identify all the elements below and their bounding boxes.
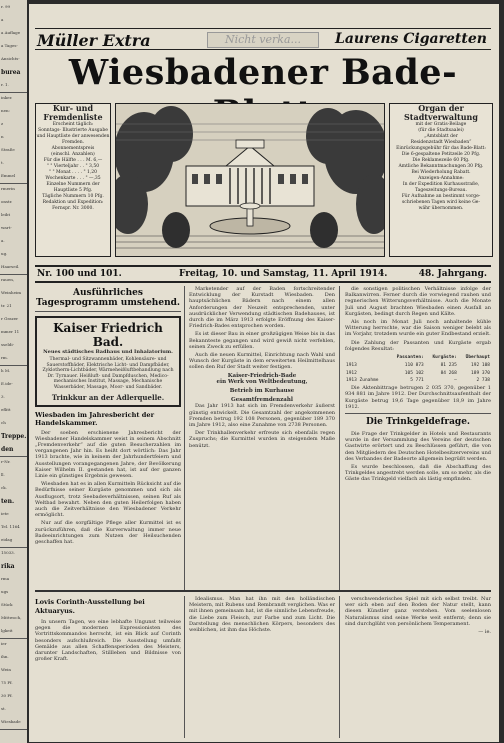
issue-date: Freitag, 10. und Samstag, 11. April 1914. — [179, 269, 388, 279]
strip-fragment: ug. — [1, 251, 8, 256]
column-rule — [184, 596, 185, 738]
ad-stamp: Nicht verka... — [207, 32, 319, 48]
organ-line: mit der Gratis-Beilage — [415, 122, 467, 127]
kurhaus-illustration — [115, 103, 385, 257]
organ-title: Organ der Stadtverwaltung — [404, 103, 478, 122]
strip-rule — [0, 92, 27, 93]
divider — [345, 413, 491, 414]
trinkgeld-article — [345, 431, 491, 483]
kaiser-friedrich-bad-ad — [35, 316, 181, 407]
strip-fragment: 30 Pf. — [1, 693, 13, 698]
strip-rule — [0, 274, 27, 275]
newspaper-page — [29, 4, 499, 742]
strip-fragment: Weinheim — [1, 290, 22, 295]
organ-line: Die Reklamezeile 60 Pfg. — [412, 158, 470, 163]
strip-fragment: eflitt — [1, 407, 11, 412]
stats-header-row — [345, 354, 491, 362]
strip-fragment: h M. — [1, 368, 11, 373]
kur-fremdenliste-line: und Hauptliste der anwesenden — [36, 134, 110, 139]
stats-cell: 105 102 — [404, 370, 424, 376]
kur-fremdenliste-line: Wochenkarte . . . " —,35 — [45, 176, 101, 181]
strip-rule — [0, 365, 27, 366]
corinth-mid-text: Idealismus. Man hat ihn mit den holländischen Meistern, mit Rubens und Rembrandt verglichen. Was er mit ihnen gemeinsam hat, ist die sinnliche Lebensfreude, die Liebe zum Fleisch, zur Farbe und zum Licht. Die Darstellung des menschlichen Körpers, besonders des weiblichen, ist ihm das Höchste. — [189, 596, 335, 634]
kur-fremdenliste-line: Sonntags- Illustrierte Ausgabe — [38, 128, 108, 133]
strip-fragment: rmerin — [1, 186, 15, 191]
column-3 — [345, 286, 491, 590]
issue-number: Nr. 100 und 101. — [37, 269, 122, 279]
strip-fragment: onstr. — [1, 199, 13, 204]
stats-intro: Die Zahlung der Passanten und Kurgäste ergab folgendes Resultat: — [345, 339, 491, 352]
handelskammer-headline: Wiesbaden im Jahresbericht der Handelskammer. — [35, 410, 155, 427]
organ-line: „Amtsblatt der — [424, 134, 458, 139]
stats-cell: 1913 Zunahme — [346, 378, 379, 384]
handelskammer-article — [35, 430, 181, 546]
strip-fragment: Straße — [1, 147, 15, 152]
bottom-rule — [35, 590, 491, 592]
kur-fremdenliste-line: (einschl. Anzahlen) — [51, 152, 95, 157]
strip-fragment: 15033. — [1, 550, 15, 555]
strip-fragment: ck. — [1, 485, 7, 490]
ad-laurens-cigaretten: Laurens Cigaretten — [335, 31, 487, 47]
strip-fragment: sseldi- — [1, 342, 14, 347]
strip-fragment: ll. — [1, 472, 5, 477]
subhead-weltbedeutung: ein Werk von Weltbedeutung, — [216, 378, 308, 385]
organ-line: währ übernommen. — [418, 206, 464, 211]
strip-fragment: a Tages- — [1, 43, 18, 48]
strip-fragment: Wiesbade — [1, 719, 21, 724]
stats-header-cell: Kurgäste: — [432, 355, 457, 361]
strip-fragment: mmer 11 — [1, 329, 20, 334]
strip-rule — [0, 547, 27, 548]
article-paragraph: Marketender auf der Baden fortschreitender Entwicklung der Kurstadt Wiesbaden. Den hauptsächlichen Bädern nach einem allen Anforderungen der Neuzeit entsprechenden, unter ausdrücklicher Verwendung städtischen Badehauses, ist durch die im März 1913 erfolgte Eröffnung des Kaiser-Friedrich-Bades entsprochen worden. — [189, 286, 335, 330]
kur-fremdenliste-line: Abonnementspreis — [51, 146, 95, 151]
strip-fragment: z — [1, 121, 4, 126]
strip-rule — [0, 638, 27, 639]
corinth-column-2 — [189, 596, 335, 738]
signature: — ie. — [478, 629, 491, 636]
subhead-gesamt: Gesamtfremdenzahl — [231, 397, 293, 404]
organ-line: Die 6-gespaltene Petitzeile 20 Pfg. — [401, 152, 481, 157]
stats-header-cell — [345, 354, 388, 362]
strip-rule — [0, 183, 27, 184]
kur-fremdenliste-line: Einzelne Nummern der Hauptliste 5 Pfg. — [46, 182, 100, 193]
article-paragraph: Es ist dieser Bau in einer großzügigen Weise bis in das Bekannteste gegangen und wird gewiß nicht verfehlen, seinen Zweck zu erfüllen. — [189, 331, 335, 350]
strip-fragment: st. — [1, 706, 6, 711]
ad-mueller-extra: Müller Extra — [37, 31, 151, 50]
strip-fragment: rm. — [1, 355, 8, 360]
trinkgeld-headline: Die Trinkgeldefrage. — [365, 417, 471, 428]
strip-fragment: 3. — [1, 394, 5, 399]
article-paragraph: die sonstigen politischen Verhältnisse infolge der Balkanwirren. Ferner durch die vorwiegend rauhen und regnerischen Witterungsverhältnisse. Auch die Monate Juli und August brachten Wiesbaden einen Ausfall an Kurgästen, bedingt durch Regen und Kälte. — [345, 286, 491, 317]
kfb-body: Thermal- und Sitzwannenbäder, Kohlensäure- und Sauerstoffbäder, Elektrische Licht- und Dampfbäder, Zyklotherm-Lichtbäder, Wärmeheißluftbehandlung nach Dr. Tyrnauer. Heißluft- und Dampfduschen, Medico-mechanisches Institut, Massage, Mechanische Wasserbäder, Massage, Moor- und Sandbäder. — [42, 357, 174, 390]
strip-fragment: ten. — [1, 498, 15, 505]
column-2-text — [189, 286, 335, 371]
stats-cell: 1912 — [346, 370, 357, 376]
stats-header-cell: Passanten: — [396, 355, 424, 361]
corinth-headline: Lovis Corinth-Ausstellung bei Aktuaryus. — [35, 598, 145, 615]
strip-fragment: eidag — [1, 537, 13, 542]
organ-line: Residenzstadt Wiesbaden“ — [410, 140, 472, 145]
column-3-text — [345, 286, 491, 338]
strip-fragment: a. — [1, 238, 5, 243]
column-2-text-2 — [189, 403, 335, 448]
article-paragraph: Das Jahr 1913 hat sich im Fremdenverkehr äußerst günstig entwickelt. Die Gesamtzahl der angekommenen Fremden betrug 192 108 Personen, gegenüber 189 370 im Jahre 1912, also eine Zunahme von 2738 Personen. — [189, 403, 335, 429]
strip-fragment: ihn. — [1, 654, 9, 659]
kur-fremdenliste-box — [35, 103, 111, 257]
strip-fragment: a Auflage — [1, 30, 21, 35]
volume-year: 48. Jahrgang. — [418, 269, 487, 279]
organ-line: Einrückungsgebühr für das Bade-Blatt: — [396, 146, 486, 151]
kur-fremdenliste-lines — [36, 122, 110, 212]
passenger-stats-table — [345, 354, 491, 385]
strip-fragment: inker. — [1, 95, 13, 100]
dateline-bar — [35, 265, 491, 283]
kur-fremdenliste-line: Erscheint täglich: — [52, 122, 94, 127]
article-paragraph: Auch die neuen Kurmittel, Einrichtung nach Wahl und Wunsch der Kurgäste in dem erweiterten Heilmittelhaus sollen den Ruf der Stadt weiter festigen. — [189, 352, 335, 371]
kfb-footer: Trinkkur an der Adlerquelle. — [51, 392, 165, 402]
stats-header-cell: Überhaupt — [465, 355, 490, 361]
column-1 — [35, 286, 181, 590]
stats-cell: 1913 — [346, 362, 357, 368]
strip-fragment: Wein — [1, 667, 12, 672]
strip-fragment: Emmel — [1, 173, 16, 178]
organ-line: Anzeigen-Annahme: — [418, 176, 464, 181]
strip-fragment: t. — [1, 160, 4, 165]
kur-fremdenliste-line: " " Monat . . . . " 1,20 — [48, 170, 98, 175]
strip-fragment: burea — [1, 69, 21, 76]
stats-cell: 2 738 — [476, 378, 490, 384]
strip-rule — [0, 729, 27, 730]
stats-cell: 192 108 — [471, 362, 490, 368]
divider — [35, 311, 181, 312]
organ-line: (für die Stadtsaalei) — [418, 128, 464, 133]
stats-cell: — — [454, 378, 457, 384]
strip-fragment: Ansichts- — [1, 56, 20, 61]
kfb-subtitle: Neues städtisches Badhaus und Inhalatorium. — [43, 349, 173, 355]
strip-fragment: iete — [1, 511, 9, 516]
column-rule — [339, 286, 340, 590]
strip-fragment: a — [1, 17, 4, 22]
column-rule — [339, 596, 340, 738]
article-paragraph: Es wurde beschlossen, daß die Abschaffung des Trinkgeldes angestrebt werden solle, um so mehr, als die Gäste das Trinkgeld vielfach als lästig empfinden. — [345, 464, 491, 483]
stats-cell: 189 370 — [471, 370, 490, 376]
strip-fragment: ier — [1, 641, 7, 646]
kur-fremdenliste-line: Für die Hälfte . . . M. 6,— — [43, 158, 103, 163]
kur-fremdenliste-title: Kur- und Fremdenliste — [43, 103, 103, 122]
stats-text: Die Aktenbittrage betrugen 2 035 370, gegenüber 1 934 881 im Jahre 1912. Der Durchschnittsaufenthalt der Kurgäste betrug 19,6 Tage gegenüber 18,9 im Jahre 1912. — [345, 385, 491, 410]
column-2 — [189, 286, 335, 590]
strip-fragment: n — [1, 134, 4, 139]
stats-row — [345, 362, 491, 370]
organ-line: Amtliche Bekanntmachungen 30 Pfg. — [398, 164, 484, 169]
strip-fragment: r. 99 — [1, 4, 11, 9]
kur-fremdenliste-line: Tägliche Nummern 10 Pfg. — [42, 194, 104, 199]
kur-fremdenliste-line: " " Vierteljahr . . " 3,50 — [46, 164, 100, 169]
corinth-column — [35, 596, 181, 738]
kur-fremdenliste-line: Fernspr. Nr. 3000. — [52, 206, 94, 211]
article-paragraph: Nur auf die sorgfältige Pflege aller Kurmittel ist es zurückzuführen, daß die Kurverwaltung immer neue Badeeinrichtungen zum Nutzen der Heilsuchenden geschaffen hat. — [35, 520, 181, 546]
strip-fragment: r Grazer — [1, 316, 19, 321]
stats-cell: 110 873 — [404, 362, 424, 368]
strip-fragment: rika — [1, 563, 15, 570]
organ-line: schriebenen Tagen wird keine Ge- — [402, 200, 480, 205]
strip-fragment: ch — [1, 420, 6, 425]
strip-fragment: leibt — [1, 212, 11, 217]
kurhaus-illustration-svg — [116, 104, 384, 256]
strip-fragment: Stück — [1, 602, 13, 607]
top-advertisement-bar — [35, 28, 491, 50]
organ-lines — [390, 122, 492, 212]
strip-fragment: Haarseil. — [1, 264, 20, 269]
article-paragraph: Die Frage der Trinkgelder in Hotels und Restaurants wurde in der Versammlung des Vereins der deutschen Gastwirte erörtert und zu Beschlüssen geführt, die von den Mitgliedern des Deutschen Hotelbesitzervereins und des Verbandes der Badeorte allgemein begrüßt werden. — [345, 431, 491, 462]
strip-fragment: Mittwoch, — [1, 615, 22, 620]
organ-line: Tageszeitungs-Bureau. — [414, 188, 467, 193]
kfb-title: Kaiser Friedrich Bad. — [53, 321, 163, 349]
strip-fragment: r. 1. — [1, 82, 9, 87]
strip-fragment: den — [1, 446, 14, 453]
organ-line: In der Expedition Kurhausstraße, — [402, 182, 480, 187]
column-rule — [184, 286, 185, 590]
organ-line: Für Aufnahme an bestimmt vorge- — [401, 194, 481, 199]
adjacent-page-strip — [0, 0, 27, 743]
organ-line: Bei Wiederholung Rabatt. — [411, 170, 471, 175]
corinth-right-text: verschwenderisches Spiel mit sich selbst treibt. Nur wer sich eben auf den Boden der Natur stellt, kann diesen Künstler ganz verstehen. Vom seelenlosen Naturalismus sind seine Werke weit entfernt; denn sie sind durchglüht von persönlichem Temperament. — [345, 596, 491, 627]
strip-fragment: rauen, — [1, 277, 15, 282]
strip-fragment: nen: — [1, 108, 10, 113]
masthead-title: Wiesbadener Bade- — [68, 52, 458, 93]
stats-cell: 84 268 — [440, 370, 457, 376]
strip-fragment: ugs — [1, 589, 9, 594]
corinth-text: In unsern Tagen, wo eine lebhafte Ungunst teilweise gegen die modernen Expressionisten des Vortrittskommandos herrscht, ist ein Blick auf Corinth besonders aufschlußreich. Die Ausstellung umfaßt Gemälde aus allen Schaffensperioden des Meisters, darunter Landschaften, Stillleben und Bildnisse von großer Kraft. — [35, 619, 181, 663]
strip-fragment: Tel. 1164 — [1, 524, 20, 529]
kur-fremdenliste-line: Fremden. — [61, 140, 85, 145]
stats-cell: 81 235 — [440, 362, 457, 368]
organ-stadtverwaltung-box — [389, 103, 493, 257]
strip-fragment: r-Nr. — [1, 459, 11, 464]
article-paragraph: Wiesbaden hat es in allen Kurmitteln Rücksicht auf die Bedürfnisse seiner Kurgäste genommen und sich als Ausflugsort, trotz Seebadeverhältnissen, seinen Ruf als Weltbad bewahrt. Neben den guten Heilerfolgen haben auch die Zeitverhältnisse den Wiesbadener Verkehr ermöglicht. — [35, 481, 181, 519]
stats-body — [345, 362, 491, 385]
strip-fragment: Treppe. — [1, 433, 27, 440]
strip-fragment: rma — [1, 576, 10, 581]
strip-fragment: lgkeit — [1, 628, 13, 633]
strip-fragment: wart- — [1, 225, 12, 230]
article-paragraph: Der Trinkhallenverkehr erfreute sich ebenfalls regen Zuspruchs; die Kurmittel wurden in steigendem Maße benützt. — [189, 430, 335, 449]
program-notice: Ausführliches Tagesprogramm umstehend. — [35, 288, 181, 308]
article-paragraph: Der soeben erschienene Jahresbericht der Wiesbadener Handelskammer weist in seinem Abschnitt „Fremdenverkehr“ auf die guten Besucherzahlen im vergangenen Jahr hin. Es heißt dort wörtlich: Das Jahr 1913 brachte, wie in keinem der Jahrhundertfeiern und Ausstellungen vorangegangenen Jahre, der Bevölkerung Kaiser Wilhelm II. gestanden hat, ist auf der ganzen Linie ein günstiges Ergebnis gewesen. — [35, 429, 181, 479]
subhead-kurhaus: Betrieb im Kurhause — [229, 388, 295, 395]
strip-fragment: 75 Pf. — [1, 680, 13, 685]
subhead-kfb: Kaiser-Friedrich-Bade — [227, 372, 297, 379]
corinth-column-3 — [345, 596, 491, 738]
stats-cell: 5 771 — [410, 378, 424, 384]
strip-fragment: tr. 21 — [1, 303, 12, 308]
kur-fremdenliste-line: Redaktion und Expedition: — [42, 200, 104, 205]
article-paragraph: Als noch im Monat Juli noch anhaltende kühle Witterung herrschte, war die Saison weniger belebt als im Vorjahr, trotzdem wurde ein guter Endbestand erzielt. — [345, 319, 491, 338]
stats-row — [345, 377, 491, 385]
strip-fragment: E.ide- — [1, 381, 13, 386]
stats-row — [345, 370, 491, 378]
strip-rule — [0, 456, 27, 457]
